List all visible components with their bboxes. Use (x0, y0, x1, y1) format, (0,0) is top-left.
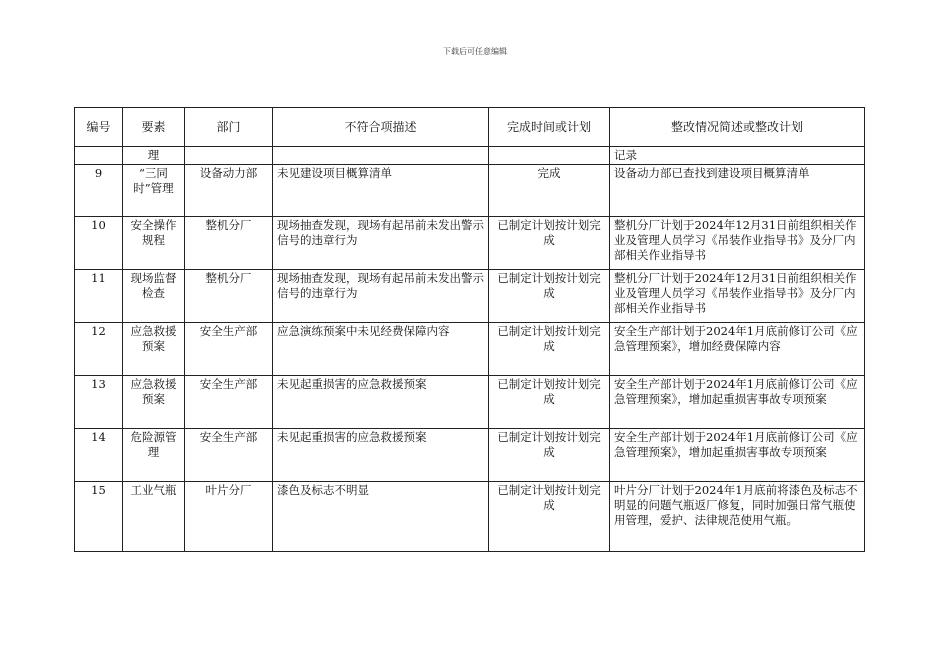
cell-time: 完成 (489, 165, 610, 217)
cell-desc: 应急演练预案中未见经费保障内容 (273, 323, 489, 376)
cell-no: 9 (75, 165, 123, 217)
cell-plan: 叶片分厂计划于2024年1月底前将漆色及标志不明显的问题气瓶返厂修复，同时加强日常气瓶使用管理，爱护、法律规范使用气瓶。 (610, 482, 865, 552)
col-header-no: 编号 (75, 108, 123, 147)
table-row (75, 165, 865, 217)
cell-dept: 叶片分厂 (185, 482, 273, 552)
cell-desc: 未见起重损害的应急救援预案 (273, 429, 489, 482)
cell-desc: 未见建设项目概算清单 (273, 165, 489, 217)
cell-plan: 整机分厂计划于2024年12月31日前组织相关作业及管理人员学习《吊装作业指导书》及分厂内部相关作业指导书 (610, 217, 865, 270)
table-row (75, 482, 865, 552)
col-header-dept: 部门 (185, 108, 273, 147)
cell-dept: 设备动力部 (185, 165, 273, 217)
cell-no (75, 147, 123, 165)
cell-time: 已制定计划按计划完成 (489, 376, 610, 429)
cell-element: 应急救援预案 (123, 323, 185, 376)
cell-no: 10 (75, 217, 123, 270)
cell-desc: 现场抽查发现，现场有起吊前未发出警示信号的违章行为 (273, 270, 489, 323)
cell-time: 已制定计划按计划完成 (489, 270, 610, 323)
cell-dept: 整机分厂 (185, 270, 273, 323)
cell-element: “三同时”管理 (123, 165, 185, 217)
cell-dept: 整机分厂 (185, 217, 273, 270)
page-header-note: 下载后可任意编辑 (443, 47, 507, 56)
table-row (75, 270, 865, 323)
cell-element: 理 (123, 147, 185, 165)
table-row (75, 429, 865, 482)
col-header-plan: 整改情况简述或整改计划 (610, 108, 865, 147)
cell-dept: 安全生产部 (185, 429, 273, 482)
cell-time: 已制定计划按计划完成 (489, 482, 610, 552)
cell-plan: 安全生产部计划于2024年1月底前修订公司《应急管理预案》，增加起重损害事故专项预案 (610, 376, 865, 429)
cell-plan: 记录 (610, 147, 865, 165)
cell-no: 11 (75, 270, 123, 323)
table-row-continuation (75, 147, 865, 165)
cell-plan: 设备动力部已查找到建设项目概算清单 (610, 165, 865, 217)
col-header-desc: 不符合项描述 (273, 108, 489, 147)
cell-no: 12 (75, 323, 123, 376)
cell-time: 已制定计划按计划完成 (489, 429, 610, 482)
cell-desc (273, 147, 489, 165)
cell-plan: 安全生产部计划于2024年1月底前修订公司《应急管理预案》，增加经费保障内容 (610, 323, 865, 376)
rectification-table (74, 107, 865, 552)
cell-no: 14 (75, 429, 123, 482)
cell-element: 安全操作规程 (123, 217, 185, 270)
cell-dept: 安全生产部 (185, 323, 273, 376)
cell-desc: 漆色及标志不明显 (273, 482, 489, 552)
cell-dept (185, 147, 273, 165)
cell-desc: 未见起重损害的应急救援预案 (273, 376, 489, 429)
cell-time (489, 147, 610, 165)
cell-element: 危险源管理 (123, 429, 185, 482)
table-row (75, 323, 865, 376)
table-row (75, 217, 865, 270)
cell-dept: 安全生产部 (185, 376, 273, 429)
cell-no: 13 (75, 376, 123, 429)
cell-no: 15 (75, 482, 123, 552)
cell-plan: 安全生产部计划于2024年1月底前修订公司《应急管理预案》，增加起重损害事故专项预案 (610, 429, 865, 482)
col-header-element: 要素 (123, 108, 185, 147)
col-header-time: 完成时间或计划 (489, 108, 610, 147)
table-row (75, 376, 865, 429)
cell-element: 现场监督检查 (123, 270, 185, 323)
cell-element: 工业气瓶 (123, 482, 185, 552)
cell-time: 已制定计划按计划完成 (489, 323, 610, 376)
cell-desc: 现场抽查发现，现场有起吊前未发出警示信号的违章行为 (273, 217, 489, 270)
cell-time: 已制定计划按计划完成 (489, 217, 610, 270)
cell-plan: 整机分厂计划于2024年12月31日前组织相关作业及管理人员学习《吊装作业指导书》及分厂内部相关作业指导书 (610, 270, 865, 323)
table-header-row (75, 108, 865, 147)
cell-element: 应急救援预案 (123, 376, 185, 429)
